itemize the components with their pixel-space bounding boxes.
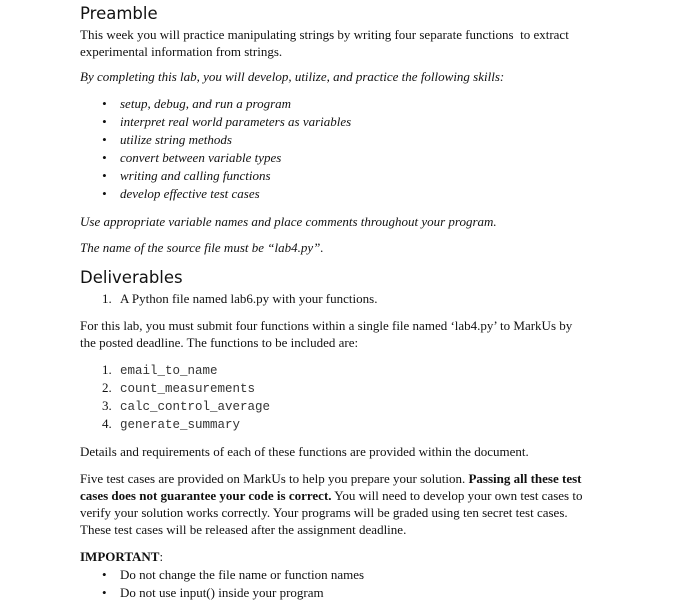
list-item: • setup, debug, and run a program [80, 95, 351, 113]
list-item: • Do not change the file name or function names [80, 566, 364, 584]
skills-intro: By completing this lab, you will develop, utilize, and practice the following skills: [80, 69, 505, 84]
tests-paragraph [80, 470, 582, 538]
item-number: 4. [102, 416, 112, 431]
bold-text: cases does not guarantee your code is correct. [80, 488, 332, 503]
item-number: 1. [102, 362, 112, 377]
functions-list [80, 361, 270, 433]
function-name: generate_summary [120, 418, 241, 432]
list-item [80, 397, 270, 415]
list-item [80, 379, 270, 397]
function-name: count_measurements [120, 382, 256, 396]
function-name: calc_control_average [120, 400, 271, 414]
list-item: • convert between variable types [80, 149, 351, 167]
bold-text: Passing all these test [468, 471, 582, 486]
details-note: Details and requirements of each of these functions are provided within the document. [80, 444, 529, 459]
item-number: 1. [102, 291, 112, 306]
item-text: A Python file named lab6.py with your functions. [120, 291, 378, 306]
text-span: Five test cases are provided on MarkUs to help you prepare your solution. [80, 471, 469, 486]
skills-list [80, 95, 351, 203]
text-line: These test cases will be released after the assignment deadline. [80, 522, 407, 537]
text-span: You will need to develop your own test cases to [331, 488, 583, 503]
text-line: For this lab, you must submit four functions within a single file named ‘lab4.py’ to MarkUs by [80, 318, 573, 333]
text-line: the posted deadline. The functions to be included are: [80, 335, 359, 350]
function-name: email_to_name [120, 364, 218, 378]
filename-note: The name of the source file must be “lab4.py”. [80, 240, 324, 255]
preamble-heading: Preamble [80, 4, 158, 23]
deliverables-list [80, 290, 377, 308]
list-item: • utilize string methods [80, 131, 351, 149]
list-item: • writing and calling functions [80, 167, 351, 185]
intro-line: This week you will practice manipulating strings by writing four separate functions to extract [80, 27, 569, 42]
intro-line: experimental information from strings. [80, 44, 283, 59]
important-list [80, 566, 364, 602]
deliverables-heading: Deliverables [80, 268, 183, 287]
list-item [80, 290, 377, 308]
text-line [80, 470, 582, 487]
intro-paragraph [80, 26, 569, 60]
text-line [80, 487, 582, 504]
important-heading: IMPORTANT [80, 549, 160, 564]
list-item: • interpret real world parameters as variables [80, 113, 351, 131]
submit-paragraph [80, 317, 572, 351]
item-number: 3. [102, 398, 112, 413]
colon: : [159, 549, 164, 564]
comments-note: Use appropriate variable names and place comments throughout your program. [80, 214, 497, 229]
important-label [80, 548, 163, 565]
list-item [80, 415, 270, 433]
list-item: • develop effective test cases [80, 185, 351, 203]
list-item: • Do not use input() inside your program [80, 584, 364, 602]
list-item [80, 361, 270, 379]
text-line: verify your solution works correctly. Your programs will be graded using ten secret test cases. [80, 505, 568, 520]
item-number: 2. [102, 380, 112, 395]
